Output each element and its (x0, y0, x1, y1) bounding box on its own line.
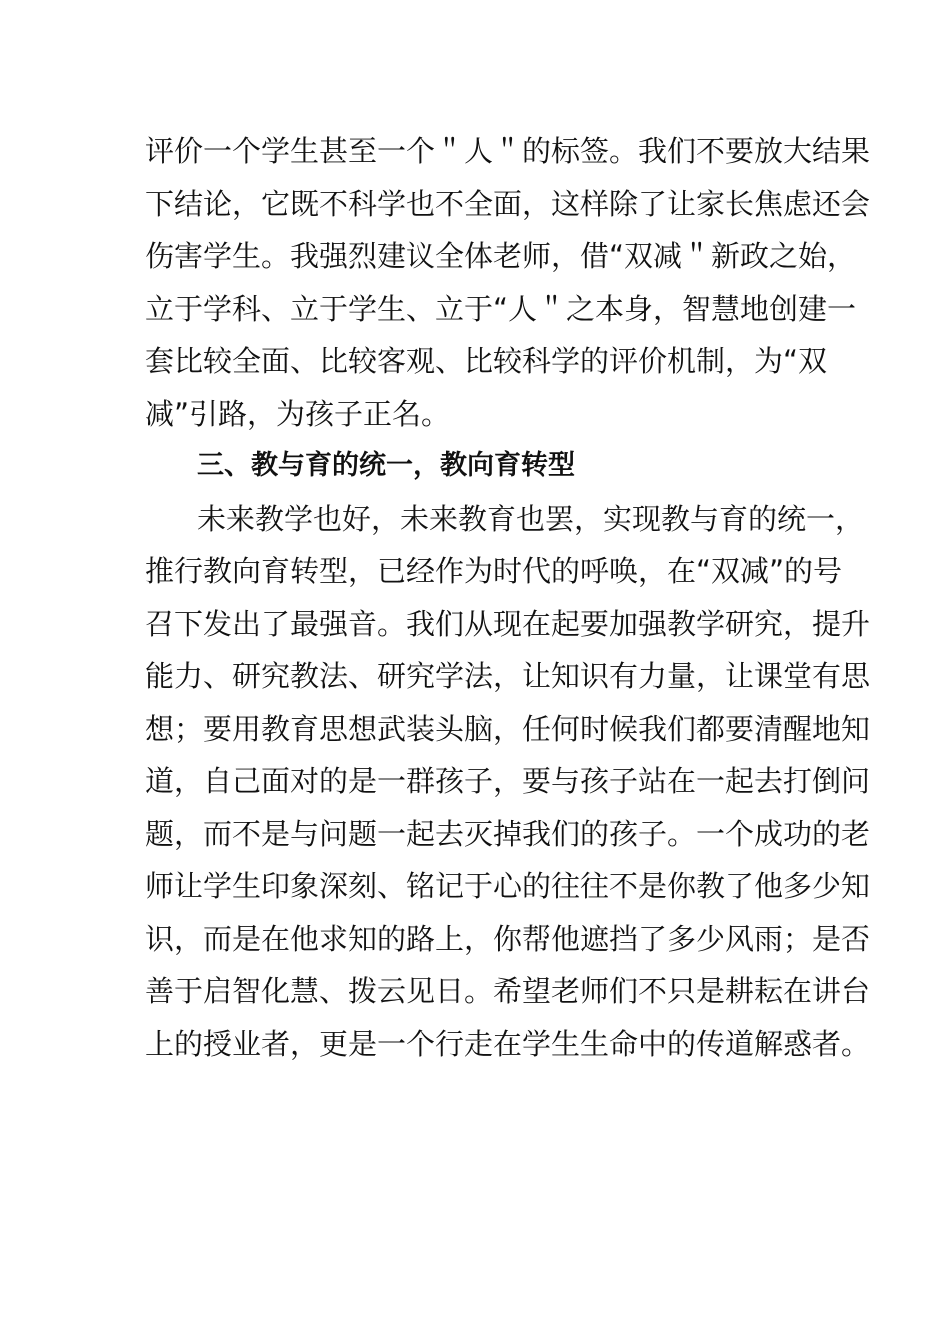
text-line: 师让学生印象深刻、铭记于心的往往不是你教了他多少知 (145, 869, 871, 903)
text-line: 套比较全面、比较客观、比较科学的评价机制，为“双 (145, 344, 828, 378)
text-line: 善于启智化慧、拨云见日。希望老师们不只是耕耘在讲台 (145, 974, 871, 1008)
paragraph-evaluation (145, 125, 871, 440)
text-line: 评价一个学生甚至一个＂人＂的标签。我们不要放大结果 (145, 134, 871, 168)
text-line: 推行教向育转型，已经作为时代的呼唤，在“双减”的号 (145, 554, 843, 588)
paragraph-teaching (145, 493, 871, 1071)
text-line: 上的授业者，更是一个行走在学生生命中的传道解惑者。 (145, 1026, 871, 1061)
text-line: 识，而是在他求知的路上，你帮他遮挡了多少风雨；是否 (145, 921, 871, 956)
text-line: 未来教学也好，未来教育也罢，实现教与育的统一， (197, 501, 865, 536)
text-line: 立于学科、立于学生、立于“人＂之本身，智慧地创建一 (145, 291, 857, 326)
text-line: 想；要用教育思想武装头脑，任何时候我们都要清醒地知 (145, 711, 871, 746)
text-line: 伤害学生。我强烈建议全体老师，借“双减＂新政之始， (145, 239, 857, 273)
text-line: 下结论，它既不科学也不全面，这样除了让家长焦虑还会 (145, 186, 871, 221)
section-heading: 三、教与育的统一，教向育转型 (197, 450, 575, 481)
text-line: 道，自己面对的是一群孩子，要与孩子站在一起去打倒问 (145, 764, 871, 798)
text-line: 题，而不是与问题一起去灭掉我们的孩子。一个成功的老 (145, 816, 871, 851)
text-line: 召下发出了最强音。我们从现在起要加强教学研究，提升 (145, 606, 871, 641)
document-body (145, 125, 871, 1070)
text-line: 能力、研究教法、研究学法，让知识有力量，让课堂有思 (145, 659, 871, 693)
text-line: 减”引路，为孩子正名。 (145, 396, 451, 431)
